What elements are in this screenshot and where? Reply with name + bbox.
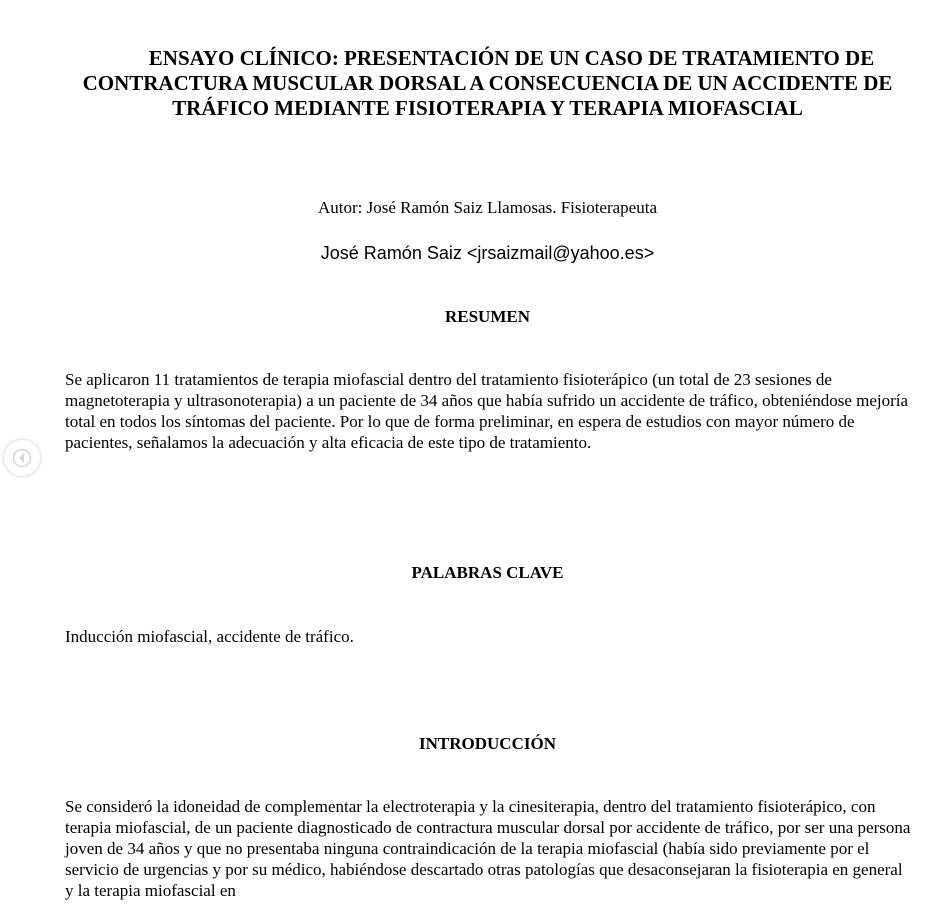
section-heading-resumen: RESUMEN <box>444 307 530 326</box>
author-email: José Ramón Saiz <jrsaizmail@yahoo.es> <box>320 243 655 263</box>
section-heading-introduccion: INTRODUCCIÓN <box>419 734 556 753</box>
section-heading-palabras-clave: PALABRAS CLAVE <box>411 563 564 582</box>
section-body-introduccion: Se consideró la idoneidad de complementar la electroterapia y la cinesiterapia, dentro del tratamiento fisioterápico, con terapia miofascial, de un paciente diagnosticado de contractura muscular dorsal por accidente de tráfico, por ser una persona joven de 34 años y que no presentaba ninguna contraindicación de la terapia miofascial (había sido previamente por el servicio de urgencias y por su médico, habiéndose descartado otras patologías que desaconsejaran la fisioterapia en general y la terapia miofascial en <box>65 797 911 900</box>
section-body-resumen: Se aplicaron 11 tratamientos de terapia miofascial dentro del tratamiento fisioterápico (un total de 23 sesiones de magnetoterapia y ultrasonoterapia) a un paciente de 34 años que había sufrido un accidente de tráfico, obteniéndose mejoría total en todos los síntomas del paciente. Por lo que de forma preliminar, en espera de estudios con mayor número de pacientes, señalamos la adecuación y alta eficacia de este tipo de tratamiento. <box>65 370 909 452</box>
author-line: Autor: José Ramón Saiz Llamosas. Fisioterapeuta <box>318 198 657 217</box>
previous-page-button[interactable] <box>3 439 41 477</box>
chevron-left-icon <box>12 448 32 468</box>
section-body-palabras-clave: Inducción miofascial, accidente de tráfico. <box>65 627 354 646</box>
document-title: ENSAYO CLÍNICO: PRESENTACIÓN DE UN CASO DE TRATAMIENTO DE CONTRACTURA MUSCULAR DORSAL A CONSECUENCIA DE UN ACCIDENTE DE TRÁFICO MEDIANTE FISIOTERAPIA Y TERAPIA MIOFASCIAL <box>82 46 893 120</box>
